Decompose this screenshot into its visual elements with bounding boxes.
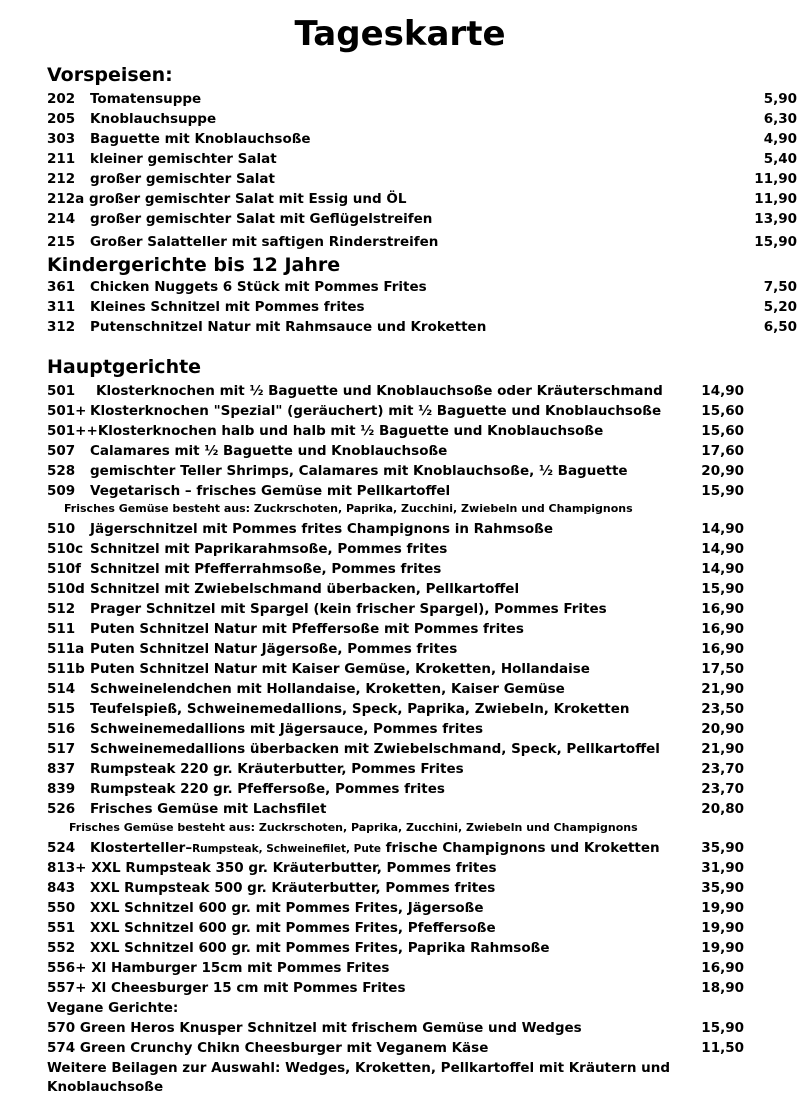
menu-item xyxy=(47,879,744,897)
item-price: 6,50 xyxy=(763,319,797,335)
item-price: 16,90 xyxy=(701,601,744,617)
item-name: Puten Schnitzel Natur mit Kaiser Gemüse, Kroketten, Hollandaise xyxy=(90,661,590,677)
menu-item xyxy=(47,600,744,618)
menu-item xyxy=(47,190,797,208)
item-name: Klosterknochen halb und halb mit ½ Baguette und Knoblauchsoße xyxy=(97,423,604,439)
menu-item xyxy=(47,150,797,168)
item-code: 205 xyxy=(47,111,76,127)
item-name: Schweinemedallions mit Jägersauce, Pommes frites xyxy=(90,721,484,737)
menu-item xyxy=(47,422,744,440)
item-name: großer gemischter Salat mit Essig und ÖL xyxy=(89,191,407,207)
item-name: Putenschnitzel Natur mit Rahmsauce und Kroketten xyxy=(90,319,487,335)
item-name: XXL Schnitzel 600 gr. mit Pommes Frites, Paprika Rahmsoße xyxy=(90,940,550,956)
menu-item xyxy=(47,939,744,957)
item-code: 361 xyxy=(47,279,76,295)
item-price: 16,90 xyxy=(701,960,744,976)
menu-item xyxy=(47,800,744,818)
item-price: 35,90 xyxy=(701,880,744,896)
item-code: 509 xyxy=(47,483,76,499)
item-price: 15,90 xyxy=(754,234,797,250)
menu-item xyxy=(47,540,744,558)
menu-item xyxy=(47,298,797,316)
item-code: 574 xyxy=(47,1040,76,1056)
menu-item xyxy=(47,110,797,128)
menu-item xyxy=(47,210,797,228)
side-dishes-note: Weitere Beilagen zur Auswahl: Wedges, Kroketten, Pellkartoffel mit Kräutern und Knoblauchsoße xyxy=(47,1060,671,1095)
item-code: 556+ xyxy=(47,960,87,976)
item-name: Klosterknochen mit ½ Baguette und Knoblauchsoße oder Kräuterschmand xyxy=(96,383,663,399)
item-price: 13,90 xyxy=(754,211,797,227)
item-code: 501+ xyxy=(47,403,87,419)
item-code: 516 xyxy=(47,721,76,737)
item-name: Puten Schnitzel Natur Jägersoße, Pommes frites xyxy=(90,641,458,657)
item-name: Schweinemedallions überbacken mit Zwiebelschmand, Speck, Pellkartoffel xyxy=(90,741,660,757)
item-price: 21,90 xyxy=(701,681,744,697)
menu-item xyxy=(47,660,744,678)
item-code: 303 xyxy=(47,131,76,147)
section-heading-kindergerichte: Kindergerichte bis 12 Jahre xyxy=(47,254,341,276)
menu-item xyxy=(47,170,797,188)
menu-item xyxy=(47,1019,744,1037)
item-code: 557+ xyxy=(47,980,87,996)
menu-item xyxy=(47,919,744,937)
item-code: 212a xyxy=(47,191,85,207)
item-name: Prager Schnitzel mit Spargel (kein frischer Spargel), Pommes Frites xyxy=(90,601,607,617)
item-name: Schnitzel mit Zwiebelschmand überbacken, Pellkartoffel xyxy=(90,581,520,597)
menu-item xyxy=(47,839,744,858)
item-price: 14,90 xyxy=(701,383,744,399)
item-code: 517 xyxy=(47,741,76,757)
menu-item xyxy=(47,442,744,460)
item-name: Schnitzel mit Paprikarahmsoße, Pommes frites xyxy=(90,541,448,557)
item-code: 507 xyxy=(47,443,76,459)
item-code: 512 xyxy=(47,601,76,617)
item-code: 311 xyxy=(47,299,76,315)
item-name: Kleines Schnitzel mit Pommes frites xyxy=(90,299,365,315)
item-price: 11,90 xyxy=(754,191,797,207)
item-price: 15,60 xyxy=(701,403,744,419)
item-name: Großer Salatteller mit saftigen Rinderstreifen xyxy=(90,234,439,250)
item-name: Tomatensuppe xyxy=(90,91,202,107)
item-price: 23,70 xyxy=(701,761,744,777)
menu-item xyxy=(47,580,744,598)
item-code: 515 xyxy=(47,701,76,717)
menu-item xyxy=(47,959,744,977)
item-name: Knoblauchsuppe xyxy=(90,111,217,127)
menu-item xyxy=(47,560,744,578)
item-code: 813+ xyxy=(47,860,87,876)
item-code: 528 xyxy=(47,463,76,479)
menu-item xyxy=(47,760,744,778)
item-code: 212 xyxy=(47,171,76,187)
item-name-detail: Rumpsteak, Schweinefilet, Pute xyxy=(192,843,381,855)
item-code: 524 xyxy=(47,840,76,856)
item-name: XXL Schnitzel 600 gr. mit Pommes Frites, Pfeffersoße xyxy=(90,920,496,936)
item-code: 839 xyxy=(47,781,76,797)
item-code: 552 xyxy=(47,940,76,956)
item-price: 15,60 xyxy=(701,423,744,439)
item-price: 14,90 xyxy=(701,561,744,577)
item-code: 510d xyxy=(47,581,85,597)
item-price: 35,90 xyxy=(701,840,744,856)
menu-item xyxy=(47,402,744,420)
item-name: kleiner gemischter Salat xyxy=(90,151,277,167)
item-price: 15,90 xyxy=(701,1020,744,1036)
section-heading-vegan: Vegane Gerichte: xyxy=(47,1000,179,1016)
item-name: Green Crunchy Chikn Cheesburger mit Veganem Käse xyxy=(79,1040,489,1056)
item-name: XXL Rumpsteak 350 gr. Kräuterbutter, Pommes frites xyxy=(91,860,497,876)
menu-item xyxy=(47,382,744,400)
item-name: Schweinelendchen mit Hollandaise, Kroketten, Kaiser Gemüse xyxy=(90,681,565,697)
vegetable-note: Frisches Gemüse besteht aus: Zuckrschoten, Paprika, Zucchini, Zwiebeln und Champignons xyxy=(64,502,633,515)
item-code: 215 xyxy=(47,234,76,250)
item-name: Jägerschnitzel mit Pommes frites Champignons in Rahmsoße xyxy=(90,521,554,537)
menu-item xyxy=(47,859,744,877)
menu-item xyxy=(47,620,744,638)
item-price: 21,90 xyxy=(701,741,744,757)
item-price: 17,50 xyxy=(701,661,744,677)
vegetable-note: Frisches Gemüse besteht aus: Zuckrschoten, Paprika, Zucchini, Zwiebeln und Champignons xyxy=(69,821,638,834)
item-name: Chicken Nuggets 6 Stück mit Pommes Frites xyxy=(90,279,427,295)
item-price: 15,90 xyxy=(701,581,744,597)
menu-item xyxy=(47,740,744,758)
menu-item xyxy=(47,1039,744,1057)
item-price: 19,90 xyxy=(701,920,744,936)
item-name: Frisches Gemüse mit Lachsfilet xyxy=(90,801,327,817)
item-name: Klosterteller– xyxy=(90,840,193,856)
item-price: 23,70 xyxy=(701,781,744,797)
section-heading-vorspeisen: Vorspeisen: xyxy=(47,64,173,86)
item-price: 5,90 xyxy=(763,91,797,107)
item-code: 501 xyxy=(47,383,76,399)
item-price: 20,90 xyxy=(701,463,744,479)
item-price: 16,90 xyxy=(701,641,744,657)
item-code: 511a xyxy=(47,641,85,657)
item-price: 5,20 xyxy=(763,299,797,315)
item-code: 843 xyxy=(47,880,76,896)
item-name: Xl Hamburger 15cm mit Pommes Frites xyxy=(91,960,390,976)
item-name: Vegetarisch – frisches Gemüse mit Pellkartoffel xyxy=(90,483,451,499)
menu-item xyxy=(47,278,797,296)
item-code: 570 xyxy=(47,1020,76,1036)
menu-item xyxy=(47,233,797,251)
menu-item xyxy=(47,520,744,538)
item-price: 18,90 xyxy=(701,980,744,996)
item-price: 16,90 xyxy=(701,621,744,637)
item-price: 31,90 xyxy=(701,860,744,876)
item-price: 20,80 xyxy=(701,801,744,817)
item-name: Green Heros Knusper Schnitzel mit frischem Gemüse und Wedges xyxy=(79,1020,582,1036)
menu-item xyxy=(47,90,797,108)
item-price: 5,40 xyxy=(763,151,797,167)
item-code: 514 xyxy=(47,681,76,697)
item-name: Calamares mit ½ Baguette und Knoblauchsoße xyxy=(90,443,448,459)
item-name: großer gemischter Salat xyxy=(90,171,275,187)
item-price: 14,90 xyxy=(701,541,744,557)
item-price: 17,60 xyxy=(701,443,744,459)
item-code: 312 xyxy=(47,319,76,335)
item-price: 6,30 xyxy=(763,111,797,127)
item-price: 23,50 xyxy=(701,701,744,717)
item-name: XXL Schnitzel 600 gr. mit Pommes Frites, Jägersoße xyxy=(90,900,484,916)
item-price: 4,90 xyxy=(763,131,797,147)
item-name: XXL Rumpsteak 500 gr. Kräuterbutter, Pommes frites xyxy=(90,880,496,896)
item-name-suffix: frische Champignons und Kroketten xyxy=(380,840,660,856)
item-code: 211 xyxy=(47,151,76,167)
item-code: 837 xyxy=(47,761,76,777)
item-name: Rumpsteak 220 gr. Pfeffersoße, Pommes frites xyxy=(90,781,445,797)
item-name: Xl Cheesburger 15 cm mit Pommes Frites xyxy=(91,980,406,996)
item-code: 511b xyxy=(47,661,85,677)
menu-item xyxy=(47,462,744,480)
item-code: 526 xyxy=(47,801,76,817)
item-code: 501++ xyxy=(47,423,98,439)
item-price: 20,90 xyxy=(701,721,744,737)
item-price: 15,90 xyxy=(701,483,744,499)
item-price: 19,90 xyxy=(701,940,744,956)
item-price: 11,50 xyxy=(701,1040,744,1056)
item-code: 510c xyxy=(47,541,84,557)
item-price: 14,90 xyxy=(701,521,744,537)
menu-item xyxy=(47,130,797,148)
item-name: Schnitzel mit Pfefferrahmsoße, Pommes frites xyxy=(90,561,442,577)
item-name: Baguette mit Knoblauchsoße xyxy=(90,131,311,147)
menu-item xyxy=(47,780,744,798)
item-price: 19,90 xyxy=(701,900,744,916)
item-name: Klosterknochen "Spezial" (geräuchert) mit ½ Baguette und Knoblauchsoße xyxy=(90,403,662,419)
menu-item xyxy=(47,482,744,500)
menu-item xyxy=(47,318,797,336)
item-name: Teufelspieß, Schweinemedallions, Speck, Paprika, Zwiebeln, Kroketten xyxy=(90,701,630,717)
menu-item xyxy=(47,899,744,917)
item-code: 214 xyxy=(47,211,76,227)
item-name: gemischter Teller Shrimps, Calamares mit Knoblauchsoße, ½ Baguette xyxy=(90,463,628,479)
item-code: 551 xyxy=(47,920,76,936)
menu-item xyxy=(47,640,744,658)
item-code: 510 xyxy=(47,521,76,537)
menu-item xyxy=(47,720,744,738)
menu-item xyxy=(47,979,744,997)
item-name: großer gemischter Salat mit Geflügelstreifen xyxy=(90,211,433,227)
item-name: Puten Schnitzel Natur mit Pfeffersoße mit Pommes frites xyxy=(90,621,524,637)
item-code: 510f xyxy=(47,561,82,577)
section-heading-hauptgerichte: Hauptgerichte xyxy=(47,356,202,378)
menu-item xyxy=(47,700,744,718)
item-code: 550 xyxy=(47,900,76,916)
menu-item xyxy=(47,680,744,698)
item-code: 202 xyxy=(47,91,76,107)
item-price: 11,90 xyxy=(754,171,797,187)
item-name: Rumpsteak 220 gr. Kräuterbutter, Pommes Frites xyxy=(90,761,464,777)
item-price: 7,50 xyxy=(763,279,797,295)
item-code: 511 xyxy=(47,621,76,637)
page-title: Tageskarte xyxy=(294,14,506,54)
